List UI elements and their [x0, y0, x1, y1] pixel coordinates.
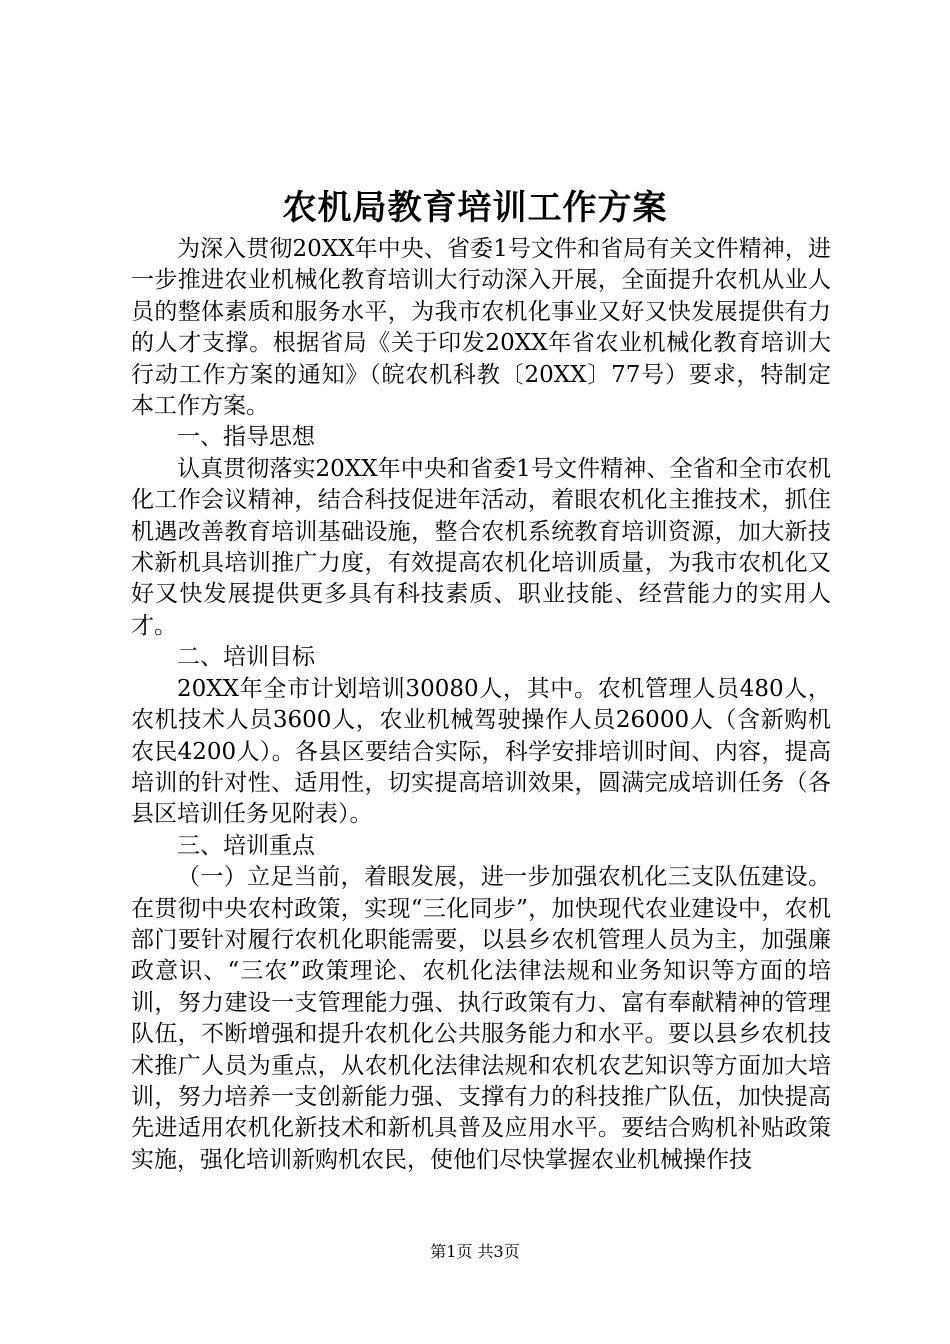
paragraph-training-focus-1: （一）立足当前，着眼发展，进一步加强农机化三支队伍建设。在贯彻中央农村政策，实现“三化同步”，加快现代农业建设中，农机部门要针对履行农机化职能需要，以县乡农机管理人员为主，加强廉政意识、“三农”政策理论、农机化法律法规和业务知识等方面的培训，努力建设一支管理能力强、执行政策有力、富有奉献精神的管理队伍，不断增强和提升农机化公共服务能力和水平。要以县乡农机技术推广人员为重点，从农机化法律法规和农机农艺知识等方面加大培训，努力培养一支创新能力强、支撑有力的科技推广队伍，加快提高先进适用农机化新技术和新机具普及应用水平。要结合购机补贴政策实施，强化培训新购机农民，使他们尽快掌握农业机械操作技	[131, 864, 831, 1173]
paragraph-guiding-ideology: 认真贯彻落实20XX年中央和省委1号文件精神、全省和全市农机化工作会议精神，结合科技促进年活动，着眼农机化主推技术，抓住机遇改善教育培训基础设施，整合农机系统教育培训资源，加大新技术新机具培训推广力度，有效提高农机化培训质量，为我市农机化又好又快发展提供更多具有科技素质、职业技能、经营能力的实用人才。	[131, 455, 831, 639]
section-heading-training-goals: 二、培训目标	[177, 644, 315, 671]
paragraph-training-goals: 20XX年全市计划培训30080人，其中。农机管理人员480人，农机技术人员3600人，农业机械驾驶操作人员26000人（含新购机农民4200人）。各县区要结合实际，科学安排培训时间、内容，提高培训的针对性、适用性，切实提高培训效果，圆满完成培训任务（各县区培训任务见附表）。	[131, 675, 831, 828]
page-footer: 第1页 共3页	[430, 1242, 520, 1261]
section-heading-guiding-ideology: 一、指导思想	[177, 424, 315, 451]
document-title: 农机局教育培训工作方案	[282, 188, 668, 228]
section-heading-training-focus: 三、培训重点	[177, 832, 315, 859]
document-body	[131, 234, 831, 1176]
paragraph-intro: 为深入贯彻20XX年中央、省委1号文件和省局有关文件精神，进一步推进农业机械化教育培训大行动深入开展，全面提升农机从业人员的整体素质和服务水平，为我市农机化事业又好又快发展提供有力的人才支撑。根据省局《关于印发20XX年省农业机械化教育培训大行动工作方案的通知》（皖农机科教〔20XX〕77号）要求，特制定本工作方案。	[131, 236, 831, 420]
